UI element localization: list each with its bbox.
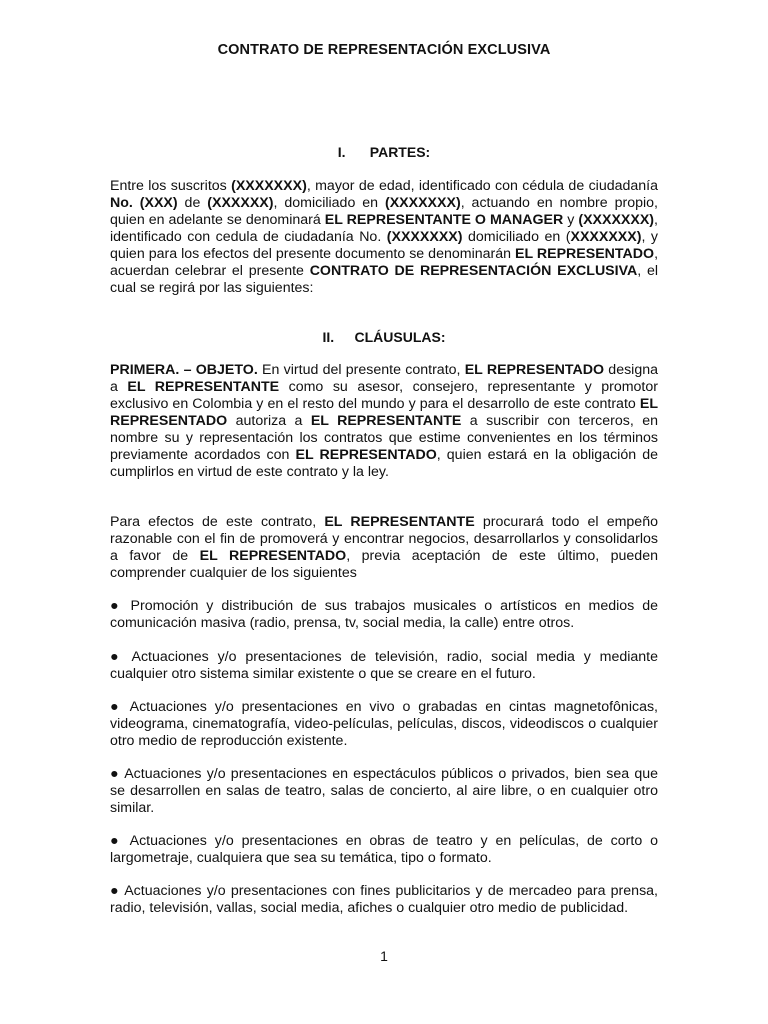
- bold-run: EL REPRESENTANTE: [127, 379, 280, 395]
- bullet-item: ● Actuaciones y/o presentaciones en espectáculos públicos o privados, bien sea que se desarrollen en salas de teatro, salas de concierto, al aire libre, o en cualquier otro similar.: [110, 766, 658, 816]
- bullet-item: ● Actuaciones y/o presentaciones con fines publicitarios y de mercadeo para prensa, radio, televisión, vallas, social media, afiches o cualquier otro medio de publicidad.: [110, 883, 658, 916]
- text-run: , actuando en nombre propio, quien en adelante se denominará: [110, 195, 658, 228]
- bullet-item: ● Promoción y distribución de sus trabajos musicales o artísticos en medios de comunicación masiva (radio, prensa, tv, social media, la calle) entre otros.: [110, 598, 658, 631]
- bold-run: (XXXXXXX): [386, 229, 463, 245]
- bold-run: EL REPRESENTADO: [515, 246, 655, 262]
- text-run: como su asesor, consejero, representante y promotor exclusivo en Colombia y en el resto del mundo y para el desarrollo de este contrato: [110, 379, 658, 412]
- bold-run: (XXXXXXX): [384, 195, 461, 211]
- text-run: de: [177, 195, 208, 211]
- text-run: , el cual se regirá por las siguientes:: [110, 263, 658, 296]
- bold-run: EL REPRESENTANTE O MANAGER: [324, 212, 564, 228]
- section-number: II.: [322, 329, 335, 345]
- bullet-item: ● Actuaciones y/o presentaciones de televisión, radio, social media y mediante cualquier otro sistema similar existente o que se creare en el futuro.: [110, 649, 658, 682]
- bullet-item: ● Actuaciones y/o presentaciones en obras de teatro y en películas, de corto o largometraje, cualquiera que sea su temática, tipo o formato.: [110, 833, 658, 866]
- section-heading-clausulas: [0, 329, 768, 345]
- bold-run: (XXXXXX): [207, 195, 274, 211]
- bullet-item: ● Actuaciones y/o presentaciones en vivo o grabadas en cintas magnetofônicas, videograma, cinematografía, video-películas, películas, discos, videodiscos o cualquier otro medio de reproducción existente.: [110, 699, 658, 749]
- text-run: y: [563, 212, 579, 228]
- text-run: En virtud del presente contrato,: [257, 362, 465, 378]
- text-run: designa a: [110, 362, 658, 395]
- document-title: CONTRATO DE REPRESENTACIÓN EXCLUSIVA: [217, 42, 551, 58]
- bold-run: CONTRATO DE REPRESENTACIÓN EXCLUSIVA: [309, 263, 638, 279]
- section-number: I.: [337, 144, 346, 160]
- text-run: Entre los suscritos: [110, 178, 232, 194]
- bold-run: No. (XXX): [110, 195, 178, 211]
- bold-run: EL REPRESENTANTE: [310, 413, 462, 429]
- bold-run: XXXXXXX): [570, 229, 642, 245]
- paragraph-partes: [110, 178, 658, 297]
- paragraph-primera-objeto: [110, 362, 658, 481]
- text-run: , previa aceptación de este último, pueden comprender cualquier de los siguientes: [110, 548, 658, 581]
- section-title: CLÁUSULAS:: [354, 329, 446, 345]
- bold-run: EL REPRESENTADO: [110, 396, 658, 429]
- bold-run: PRIMERA. – OBJETO.: [110, 362, 258, 378]
- bold-run: EL REPRESENTANTE: [324, 514, 475, 530]
- section-heading-partes: [0, 144, 768, 160]
- bold-run: (XXXXXXX): [231, 178, 307, 194]
- text-run: , identificado con cedula de ciudadanía No.: [110, 212, 658, 245]
- page-number: 1: [380, 948, 388, 964]
- text-run: autoriza a: [227, 413, 311, 429]
- text-run: Para efectos de este contrato,: [110, 514, 325, 530]
- text-run: , mayor de edad, identificado con cédula de ciudadanía: [306, 178, 658, 194]
- bold-run: EL REPRESENTADO: [464, 362, 605, 378]
- bold-run: EL REPRESENTADO: [295, 447, 437, 463]
- text-run: procurará todo el empeño razonable con el fin de promoverá y encontrar negocios, desarrollarlos y consolidarlos a favor de: [110, 514, 658, 564]
- text-run: , domiciliado en: [273, 195, 385, 211]
- paragraph-efectos: [110, 514, 658, 582]
- text-run: , y quien para los efectos del presente documento se denominarán: [110, 229, 658, 262]
- text-run: domiciliado en (: [462, 229, 571, 245]
- text-run: a suscribir con terceros, en nombre su y representación los contratos que estime convenientes en los términos previamente acordados con: [110, 413, 658, 463]
- text-run: , quien estará en la obligación de cumplirlos en virtud de este contrato y la ley.: [110, 447, 658, 480]
- bold-run: EL REPRESENTADO: [199, 548, 347, 564]
- section-title: PARTES:: [369, 144, 431, 160]
- text-run: , acuerdan celebrar el presente: [110, 246, 659, 279]
- bold-run: (XXXXXXX): [578, 212, 655, 228]
